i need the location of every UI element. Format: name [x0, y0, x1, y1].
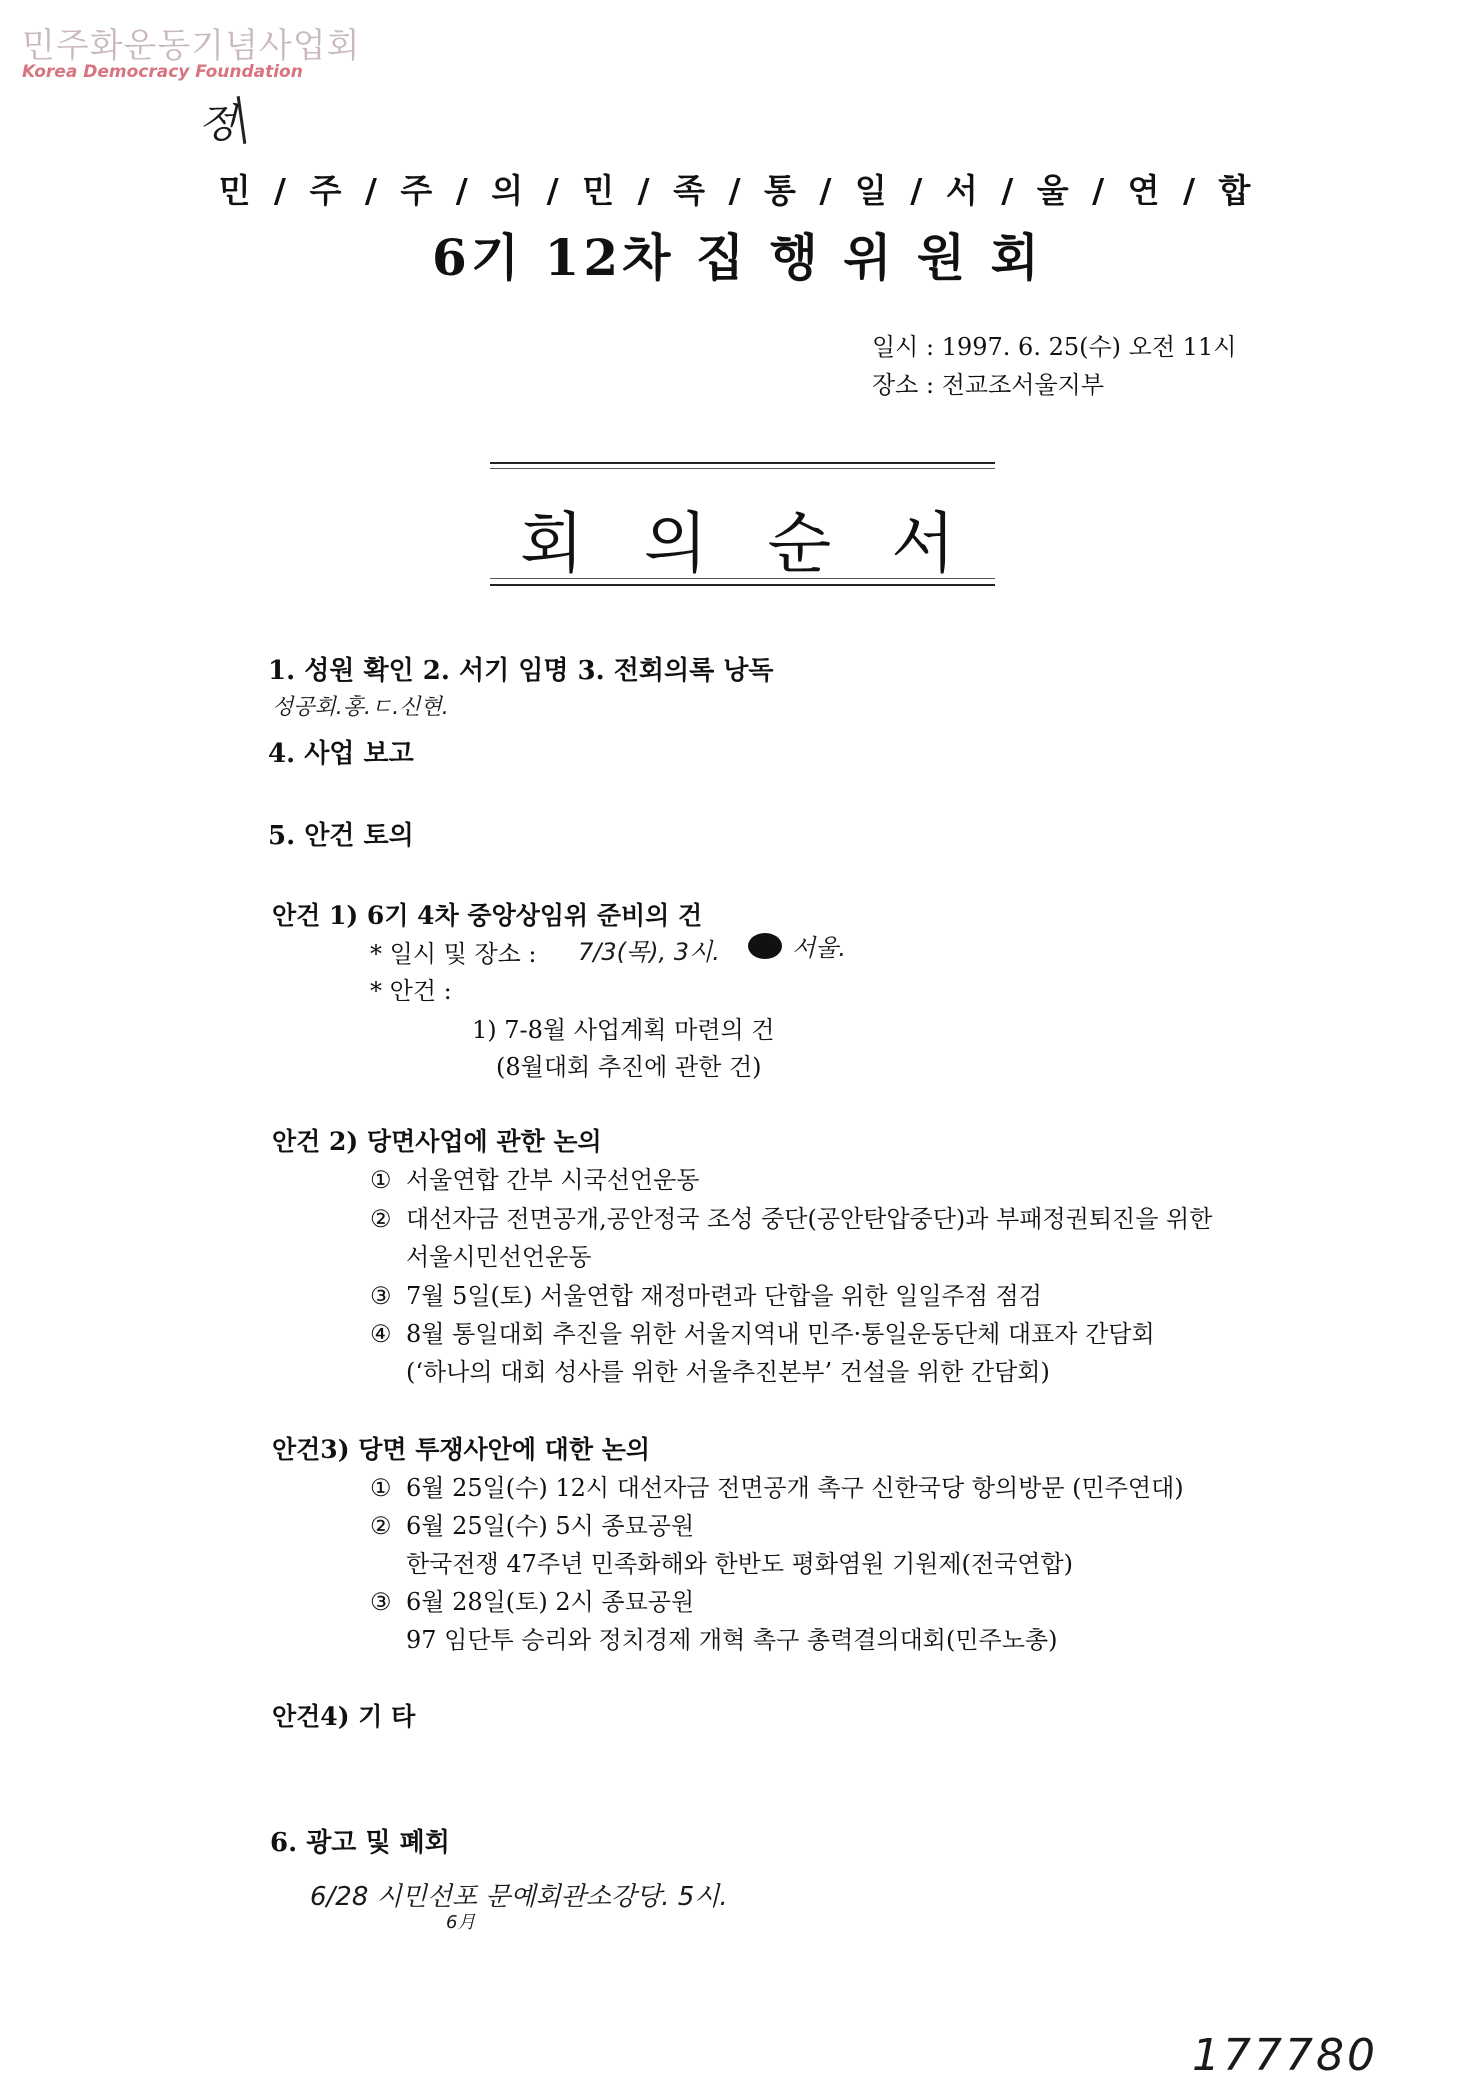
agenda-1-item-1: 1) 7-8월 사업계획 마련의 건 — [472, 1016, 775, 1044]
title-rule-top — [490, 462, 995, 464]
agenda-1-agenda-label: * 안건 : — [370, 977, 452, 1005]
agenda-2-item-2: ② 대선자금 전면공개,공안정국 조성 중단(공안탄압중단)과 부패정권퇴진을 위한 — [370, 1205, 1213, 1233]
agenda-3-item-3: ③ 6월 28일(토) 2시 종묘공원 — [370, 1588, 695, 1616]
order-title: 회의순서 — [519, 505, 1016, 582]
handwritten-attendance-note: 성공회.홍.ㄷ.신현. — [272, 695, 449, 720]
section-1-3: 1. 성원 확인 2. 서기 임명 3. 전회의록 낭독 — [268, 656, 774, 686]
agenda-4-title: 안건4) 기 타 — [272, 1702, 416, 1731]
handwritten-corner-mark: 정 — [198, 101, 237, 147]
meeting-datetime: 일시 : 1997. 6. 25(수) 오전 11시 — [872, 333, 1237, 361]
agenda-2-item-3: ③ 7월 5일(토) 서울연합 재정마련과 단합을 위한 일일주점 점검 — [370, 1282, 1042, 1310]
agenda-1-title: 안건 1) 6기 4차 중앙상임위 준비의 건 — [272, 901, 703, 930]
handwritten-agenda-1-datetime: 7/3(목), 3시. — [578, 938, 720, 966]
title-rule-top-thin — [490, 468, 995, 469]
agenda-2-title: 안건 2) 당면사업에 관한 논의 — [272, 1127, 602, 1156]
agenda-2-item-1: ① 서울연합 간부 시국선언운동 — [370, 1166, 700, 1194]
agenda-3-item-1: ① 6월 25일(수) 12시 대선자금 전면공개 촉구 신한국당 항의방문 (민주연대) — [370, 1474, 1184, 1502]
watermark-korean: 민주화운동기념사업회 — [22, 26, 361, 66]
agenda-1-date-label: * 일시 및 장소 : — [370, 940, 537, 968]
section-6: 6. 광고 및 폐회 — [270, 1828, 450, 1858]
section-4: 4. 사업 보고 — [268, 739, 414, 769]
handwritten-stroke — [237, 96, 247, 144]
organization-name: 민 / 주 / 주 / 의 / 민 / 족 / 통 / 일 / 서 / 울 / 연 / 합 — [218, 171, 1257, 210]
agenda-2-item-4: ④ 8월 통일대회 추진을 위한 서울지역내 민주·통일운동단체 대표자 간담회 — [370, 1320, 1155, 1348]
section-5: 5. 안건 토의 — [268, 821, 414, 851]
watermark-english: Korea Democracy Foundation — [22, 62, 303, 82]
agenda-3-item-2: ② 6월 25일(수) 5시 종묘공원 — [370, 1512, 695, 1540]
meeting-place: 장소 : 전교조서울지부 — [872, 371, 1104, 399]
handwritten-closing-correction: 6月 — [446, 1912, 476, 1933]
handwritten-agenda-1-place: 서울. — [792, 934, 846, 962]
redaction-blot — [748, 933, 782, 959]
agenda-3-item-2-cont: 한국전쟁 47주년 민족화해와 한반도 평화염원 기원제(전국연합) — [406, 1550, 1074, 1578]
meeting-title: 6기 12차 집 행 위 원 회 — [432, 228, 1043, 287]
title-rule-bottom — [490, 584, 995, 586]
agenda-1-item-1-sub: (8월대회 추진에 관한 건) — [496, 1053, 762, 1081]
handwritten-document-number: 177780 — [1192, 2030, 1378, 2081]
agenda-3-title: 안건3) 당면 투쟁사안에 대한 논의 — [272, 1435, 650, 1464]
agenda-3-item-3-cont: 97 임단투 승리와 정치경제 개혁 촉구 총력결의대회(민주노총) — [406, 1626, 1058, 1654]
agenda-2-item-4-cont: (‘하나의 대회 성사를 위한 서울추진본부’ 건설을 위한 간담회) — [406, 1358, 1050, 1386]
agenda-2-item-2-cont: 서울시민선언운동 — [406, 1243, 592, 1271]
title-rule-bottom-thin — [490, 578, 995, 579]
handwritten-closing-note: 6/28 시민선포 문예회관소강당. 5시. — [310, 1882, 728, 1912]
